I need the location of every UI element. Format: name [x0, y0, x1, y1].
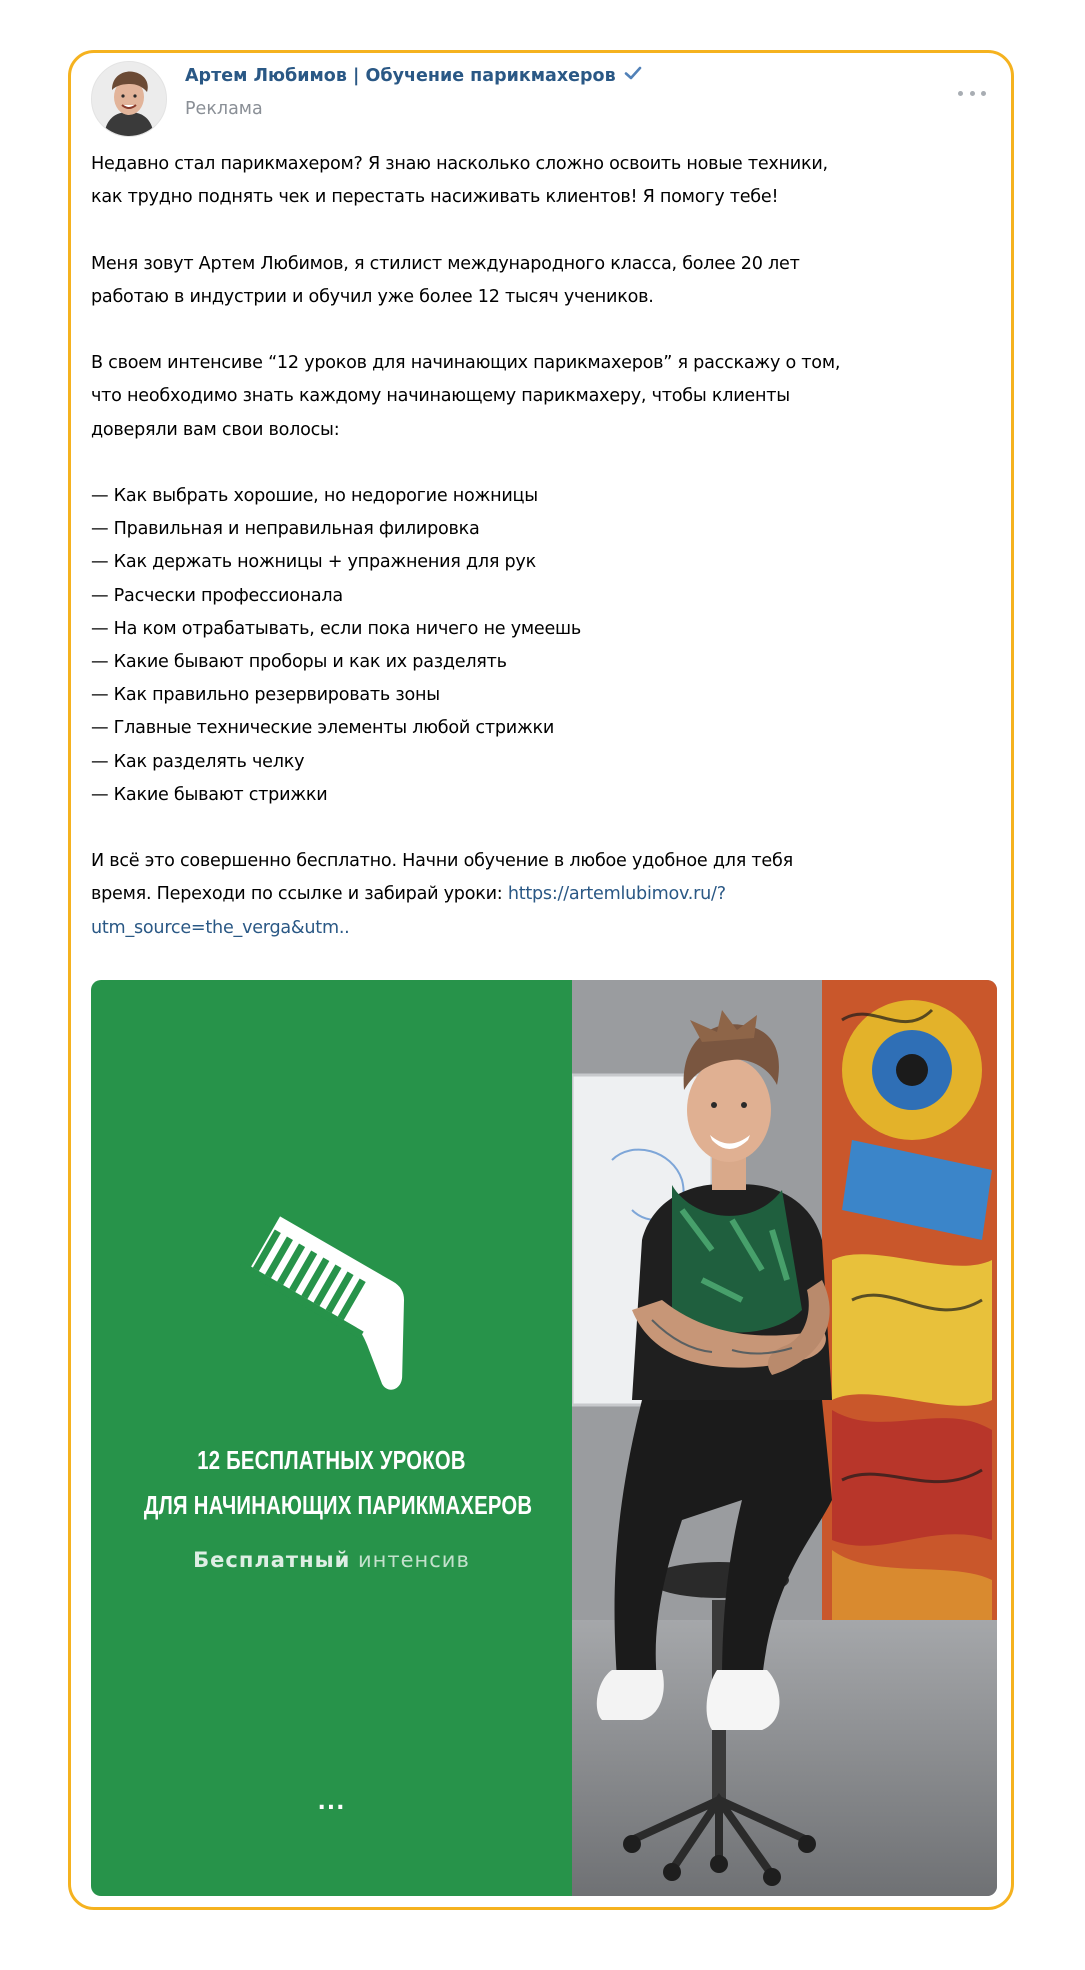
author-avatar[interactable] — [91, 61, 167, 137]
post-text — [91, 148, 996, 945]
text-line: как трудно поднять чек и перестать насиживать клиентов! Я помогу тебе! — [91, 187, 779, 208]
promo-subtitle-light: интенсив — [358, 1548, 470, 1572]
list-item: — Как разделять челку — [91, 751, 305, 772]
list-item: — Как правильно резервировать зоны — [91, 685, 440, 706]
text-line: Меня зовут Артем Любимов, я стилист международного класса, более 20 лет — [91, 253, 800, 274]
text-line: В своем интенсиве “12 уроков для начинающих парикмахеров” я расскажу о том, — [91, 353, 841, 374]
ad-label: Реклама — [185, 99, 263, 119]
promo-subtitle — [91, 1548, 572, 1572]
ad-post-card — [68, 50, 1014, 1910]
list-item: — Расчески профессионала — [91, 585, 343, 606]
verified-check-icon — [624, 65, 642, 85]
stylist-photo — [572, 980, 997, 1896]
text-line: доверяли вам свои волосы: — [91, 419, 340, 440]
post-image[interactable] — [91, 980, 997, 1896]
promo-title-line1: 12 БЕСПЛАТНЫХ УРОКОВ — [197, 1445, 466, 1475]
comb-icon — [224, 1213, 444, 1393]
text-line-prefix: время. Переходи по ссылке и забирай уроки: — [91, 884, 508, 905]
promo-banner — [91, 980, 572, 1896]
list-item: — Как держать ножницы + упражнения для рук — [91, 552, 536, 573]
list-item: — Главные технические элементы любой стрижки — [91, 718, 555, 739]
more-horizontal-icon[interactable] — [955, 83, 989, 103]
text-line: работаю в индустрии и обучил уже более 12 тысяч учеников. — [91, 286, 654, 307]
list-item: — Какие бывают проборы и как их разделять — [91, 652, 507, 672]
text-line: Недавно стал парикмахером? Я знаю насколько сложно освоить новые техники, — [91, 154, 828, 174]
post-link-line1[interactable]: https://artemlubimov.ru/? — [507, 884, 726, 905]
list-item: — Какие бывают стрижки — [91, 784, 328, 805]
post-link-line2[interactable]: utm_source=the_verga&utm.. — [91, 917, 350, 938]
list-item: — Как выбрать хорошие, но недорогие ножницы — [91, 485, 538, 506]
author-name-text[interactable]: Артем Любимов | Обучение парикмахеров — [185, 66, 616, 86]
author-name[interactable] — [185, 66, 642, 86]
text-line: что необходимо знать каждому начинающему парикмахеру, чтобы клиенты — [91, 386, 790, 407]
list-item: — На ком отрабатывать, если пока ничего не умеешь — [91, 618, 581, 639]
promo-title-line2: ДЛЯ НАЧИНАЮЩИХ ПАРИКМАХЕРОВ — [143, 1490, 533, 1520]
list-item: — Правильная и неправильная филировка — [91, 519, 480, 540]
promo-subtitle-bold: Бесплатный — [193, 1548, 351, 1572]
promo-dots: ... — [317, 1790, 346, 1815]
text-line — [91, 912, 996, 945]
text-line: И всё это совершенно бесплатно. Начни обучение в любое удобное для тебя — [91, 851, 793, 872]
text-line — [91, 878, 996, 911]
